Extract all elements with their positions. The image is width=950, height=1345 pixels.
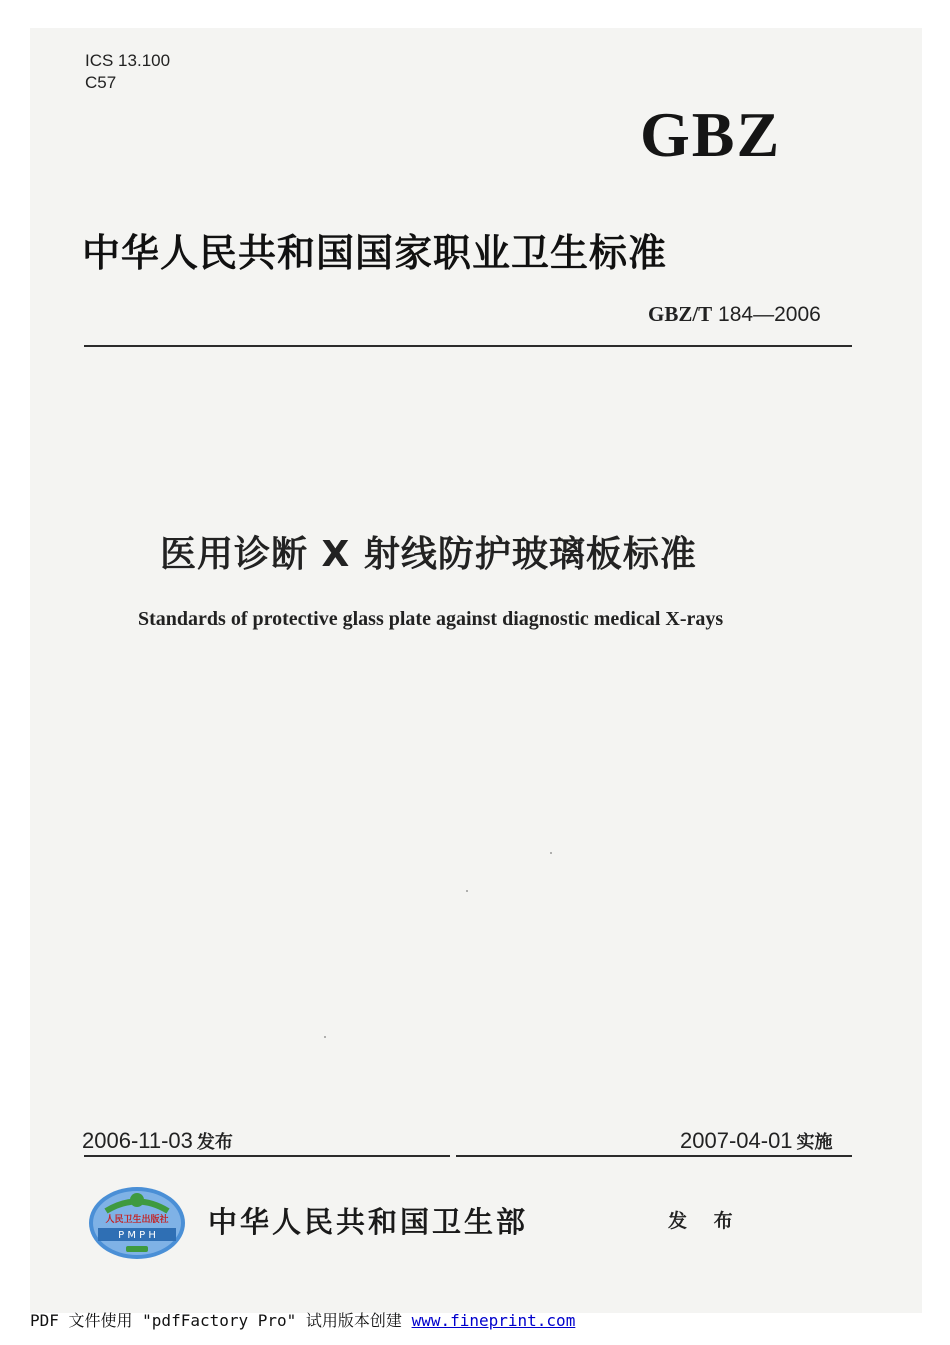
classification-block xyxy=(85,50,170,94)
logo-letters: P M P H xyxy=(118,1230,156,1241)
effective-date-value: 2007-04-01 xyxy=(680,1128,793,1153)
series-mark: GBZ xyxy=(640,99,782,170)
ministry-name: 中华人民共和国卫生部 xyxy=(208,1205,529,1239)
speck xyxy=(466,890,468,892)
effective-date xyxy=(680,1128,833,1154)
speck xyxy=(550,852,552,854)
footer-link[interactable]: www.fineprint.com xyxy=(411,1311,576,1330)
speck xyxy=(324,1036,326,1038)
document-title-cn: 医用诊断 X 射线防护玻璃板标准 xyxy=(160,534,697,575)
standard-number xyxy=(648,302,821,327)
publish-label: 发 布 xyxy=(668,1210,743,1232)
document-title-en: Standards of protective glass plate against diagnostic medical X-rays xyxy=(138,608,724,630)
ics-code: ICS 13.100 xyxy=(85,51,171,70)
issue-date-value: 2006-11-03 xyxy=(82,1128,193,1153)
pdf-footer xyxy=(30,1308,575,1331)
issue-label: 发布 xyxy=(196,1132,233,1153)
date-divider-left xyxy=(84,1155,450,1157)
standard-number-value: 184—2006 xyxy=(718,303,821,326)
date-divider-right xyxy=(456,1155,852,1157)
standard-prefix: GBZ/T xyxy=(648,302,713,326)
footer-text: PDF 文件使用 "pdfFactory Pro" 试用版本创建 xyxy=(30,1311,412,1330)
effective-label: 实施 xyxy=(796,1132,833,1153)
standard-body-title: 中华人民共和国国家职业卫生标准 xyxy=(82,230,668,275)
class-code: C57 xyxy=(85,73,117,92)
header-divider xyxy=(84,345,852,347)
logo-publisher-name: 人民卫生出版社 xyxy=(105,1215,169,1225)
publisher-logo xyxy=(86,1184,188,1262)
issue-date xyxy=(82,1128,233,1154)
document-page xyxy=(30,28,922,1313)
